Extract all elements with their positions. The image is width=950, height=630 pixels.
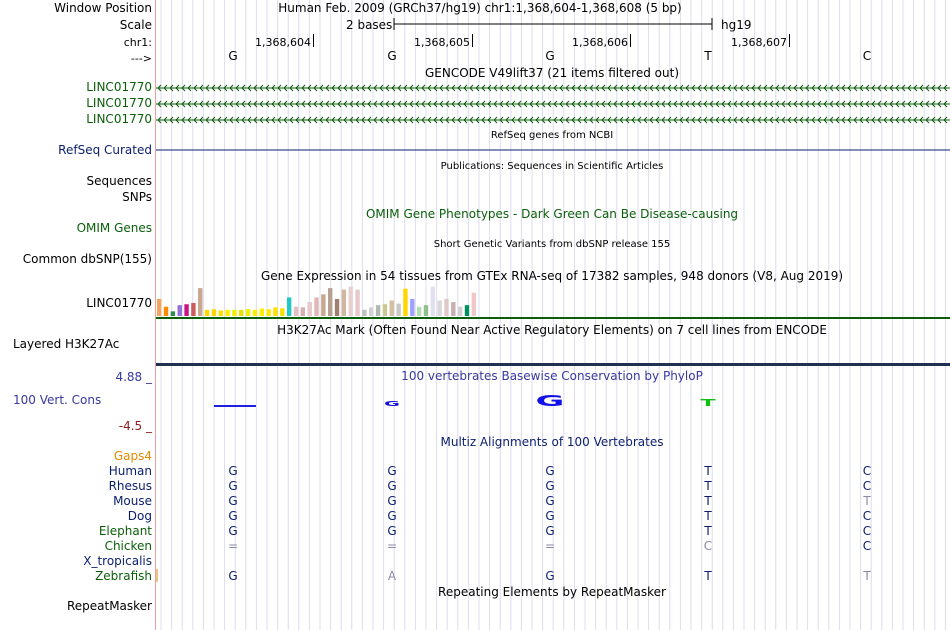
alignment-base: G bbox=[387, 509, 397, 523]
cons-label[interactable]: 100 Vert. Cons bbox=[13, 393, 102, 407]
gtex-tissue-bar bbox=[390, 301, 394, 317]
gtex-label[interactable]: LINC01770 bbox=[86, 296, 152, 310]
cons-letter: G bbox=[384, 400, 400, 408]
gencode-gene-line-1 bbox=[156, 85, 950, 91]
gtex-title: Gene Expression in 54 tissues from GTEx RNA-seq of 17382 samples, 948 donors (V8, Aug 2019) bbox=[260, 269, 844, 283]
gtex-tissue-bar bbox=[232, 310, 236, 316]
species-label[interactable]: Chicken bbox=[104, 539, 152, 553]
sequences-label[interactable]: Sequences bbox=[86, 174, 152, 188]
species-label[interactable]: Rhesus bbox=[108, 479, 152, 493]
gencode-title: GENCODE V49lift37 (21 items filtered out) bbox=[424, 66, 680, 80]
gtex-tissue-bar bbox=[349, 287, 353, 316]
alignment-base: C bbox=[703, 539, 713, 553]
cons-min-label: -4.5 _ bbox=[118, 419, 152, 433]
reference-base: C bbox=[862, 49, 872, 63]
gtex-tissue-bar bbox=[280, 308, 284, 316]
gtex-tissue-bar bbox=[472, 293, 476, 316]
gtex-tissue-bar bbox=[321, 294, 325, 316]
gtex-tissue-bar bbox=[335, 299, 339, 316]
alignment-base: G bbox=[545, 569, 555, 583]
gtex-tissue-bar bbox=[437, 301, 441, 317]
gtex-tissue-bar bbox=[246, 309, 250, 316]
gtex-tissue-bar bbox=[342, 290, 346, 316]
gtex-tissue-bar bbox=[403, 289, 407, 316]
alignment-base: T bbox=[863, 494, 871, 508]
gtex-tissue-bar bbox=[266, 309, 270, 316]
gtex-tissue-bar bbox=[294, 307, 298, 316]
window-position-label: Window Position bbox=[54, 1, 152, 15]
chrom-label: chr1: bbox=[123, 36, 152, 49]
alignment-base: A bbox=[387, 569, 397, 583]
gtex-tissue-bar bbox=[355, 290, 359, 316]
alignment-base: G bbox=[228, 569, 238, 583]
species-label[interactable]: Elephant bbox=[98, 524, 152, 538]
omim-label[interactable]: OMIM Genes bbox=[76, 221, 152, 235]
cons-title: 100 vertebrates Basewise Conservation by PhyloP bbox=[401, 369, 703, 383]
dbsnp-title: Short Genetic Variants from dbSNP release 155 bbox=[433, 239, 671, 250]
alignment-base: C bbox=[862, 539, 872, 553]
track-image[interactable] bbox=[156, 0, 950, 630]
alignment-base: G bbox=[387, 524, 397, 538]
gencode-item-label-3[interactable]: LINC01770 bbox=[86, 112, 152, 126]
alignment-base: G bbox=[545, 479, 555, 493]
gencode-item-label-1[interactable]: LINC01770 bbox=[86, 80, 152, 94]
gtex-tissue-bar bbox=[253, 310, 257, 316]
scale-label: Scale bbox=[119, 18, 152, 32]
gtex-tissue-bar bbox=[225, 310, 229, 316]
species-label[interactable]: Dog bbox=[127, 509, 152, 523]
gtex-tissue-bar bbox=[301, 307, 305, 316]
gtex-tissue-bar bbox=[383, 304, 387, 316]
gtex-tissue-bar bbox=[157, 299, 161, 316]
coordinate-tick bbox=[313, 34, 314, 47]
alignment-base: G bbox=[545, 509, 555, 523]
conservation-logo[interactable] bbox=[156, 392, 950, 416]
alignment-base: T bbox=[704, 479, 712, 493]
alignment-base: C bbox=[862, 524, 872, 538]
assembly-label: hg19 bbox=[721, 18, 752, 32]
alignment-base: T bbox=[704, 494, 712, 508]
gtex-tissue-bar bbox=[376, 305, 380, 316]
gtex-tissue-bar bbox=[362, 310, 366, 316]
gtex-tissue-bar bbox=[164, 307, 168, 316]
coordinate-label: 1,368,605 bbox=[414, 36, 470, 49]
gtex-tissue-bar bbox=[410, 299, 414, 316]
alignment-base: G bbox=[228, 479, 238, 493]
alignment-base: G bbox=[228, 524, 238, 538]
alignment-base: = bbox=[227, 539, 239, 553]
species-label[interactable]: Mouse bbox=[113, 494, 152, 508]
gtex-tissue-bar bbox=[444, 299, 448, 316]
alignment-base: G bbox=[387, 464, 397, 478]
gtex-tissue-bar bbox=[178, 305, 182, 316]
gtex-tissue-bar bbox=[328, 288, 332, 316]
gtex-tissue-bar bbox=[198, 288, 202, 316]
gtex-tissue-bar bbox=[451, 302, 455, 316]
alignment-base: T bbox=[863, 569, 871, 583]
h3k27-title: H3K27Ac Mark (Often Found Near Active Regulatory Elements) on 7 cell lines from ENCODE bbox=[277, 323, 827, 337]
repeatmasker-label[interactable]: RepeatMasker bbox=[66, 599, 152, 613]
omim-title: OMIM Gene Phenotypes - Dark Green Can Be Disease-causing bbox=[365, 207, 739, 221]
gtex-tissue-bar bbox=[205, 310, 209, 316]
alignment-base: G bbox=[228, 464, 238, 478]
alignment-base: G bbox=[545, 494, 555, 508]
gtex-tissue-bar bbox=[396, 304, 400, 316]
reference-base: G bbox=[387, 49, 397, 63]
gtex-tissue-bar bbox=[171, 311, 175, 316]
alignment-base: T bbox=[704, 464, 712, 478]
species-label[interactable]: Zebrafish bbox=[95, 569, 152, 583]
coordinate-tick bbox=[472, 34, 473, 47]
gtex-tissue-bar bbox=[184, 304, 188, 316]
gtex-tissue-bar bbox=[273, 307, 277, 316]
alignment-base: = bbox=[544, 539, 556, 553]
gtex-tissue-bar bbox=[369, 307, 373, 316]
alignment-base: G bbox=[228, 509, 238, 523]
dbsnp-label[interactable]: Common dbSNP(155) bbox=[22, 252, 152, 266]
gencode-gene-line-3 bbox=[156, 117, 950, 123]
alignment-base: C bbox=[862, 509, 872, 523]
gtex-tissue-bar bbox=[424, 305, 428, 316]
gtex-bar-chart[interactable] bbox=[156, 285, 950, 319]
pubs-title: Publications: Sequences in Scientific Articles bbox=[440, 161, 664, 172]
coordinate-tick bbox=[630, 34, 631, 47]
gaps-marker bbox=[156, 568, 160, 584]
alignment-base: C bbox=[862, 464, 872, 478]
species-label[interactable]: X_tropicalis bbox=[83, 554, 152, 568]
gencode-gene-line-2 bbox=[156, 101, 950, 107]
alignment-base: T bbox=[704, 524, 712, 538]
cons-bar-small bbox=[214, 405, 256, 407]
gtex-tissue-bar bbox=[239, 310, 243, 316]
coordinate-label: 1,368,604 bbox=[255, 36, 311, 49]
coordinate-tick bbox=[789, 34, 790, 47]
species-label[interactable]: Human bbox=[108, 464, 152, 478]
gtex-tissue-bar bbox=[314, 297, 318, 316]
gtex-tissue-bar bbox=[212, 309, 216, 316]
refseq-title: RefSeq genes from NCBI bbox=[490, 130, 614, 141]
gencode-item-label-2[interactable]: LINC01770 bbox=[86, 96, 152, 110]
refseq-label[interactable]: RefSeq Curated bbox=[58, 143, 152, 157]
gtex-tissue-bar bbox=[219, 310, 223, 316]
scale-bar bbox=[156, 16, 950, 36]
alignment-base: G bbox=[228, 494, 238, 508]
reference-base: G bbox=[228, 49, 238, 63]
coordinate-label: 1,368,606 bbox=[572, 36, 628, 49]
cons-letter: T bbox=[700, 397, 716, 409]
gaps-label: Gaps4 bbox=[113, 449, 152, 463]
gtex-tissue-bar bbox=[465, 305, 469, 316]
gtex-tissue-bar bbox=[287, 297, 291, 316]
strand-label: ---> bbox=[130, 52, 152, 65]
alignment-base: G bbox=[387, 494, 397, 508]
alignment-base: G bbox=[387, 479, 397, 493]
gencode-gene-lines[interactable] bbox=[156, 80, 950, 130]
coordinate-label: 1,368,607 bbox=[731, 36, 787, 49]
alignment-base: C bbox=[862, 479, 872, 493]
reference-base: G bbox=[545, 49, 555, 63]
h3k27-label[interactable]: Layered H3K27Ac bbox=[13, 337, 120, 351]
gtex-tissue-bar bbox=[307, 302, 311, 316]
gtex-tissue-bar bbox=[191, 303, 195, 316]
refseq-gene-line[interactable] bbox=[156, 147, 950, 153]
gtex-tissue-bar bbox=[417, 307, 421, 316]
alignment-base: T bbox=[704, 569, 712, 583]
alignment-base: G bbox=[545, 524, 555, 538]
repeat-title: Repeating Elements by RepeatMasker bbox=[438, 585, 666, 599]
multiz-title: Multiz Alignments of 100 Vertebrates bbox=[440, 435, 664, 449]
cons-max-label: 4.88 _ bbox=[115, 370, 152, 384]
cons-letter: G bbox=[535, 392, 565, 410]
alignment-base: = bbox=[386, 539, 398, 553]
gtex-tissue-bar bbox=[431, 287, 435, 316]
h3k27-baseline[interactable] bbox=[156, 363, 950, 367]
gtex-tissue-bar bbox=[458, 307, 462, 316]
alignment-base: T bbox=[704, 509, 712, 523]
gtex-baseline bbox=[156, 317, 950, 319]
window-position-value: Human Feb. 2009 (GRCh37/hg19) chr1:1,368,604-1,368,608 (5 bp) bbox=[278, 1, 682, 15]
snps-label[interactable]: SNPs bbox=[122, 190, 152, 204]
reference-base: T bbox=[704, 49, 712, 63]
scale-text: 2 bases bbox=[346, 18, 393, 32]
gtex-tissue-bar bbox=[260, 309, 264, 316]
alignment-base: G bbox=[545, 464, 555, 478]
